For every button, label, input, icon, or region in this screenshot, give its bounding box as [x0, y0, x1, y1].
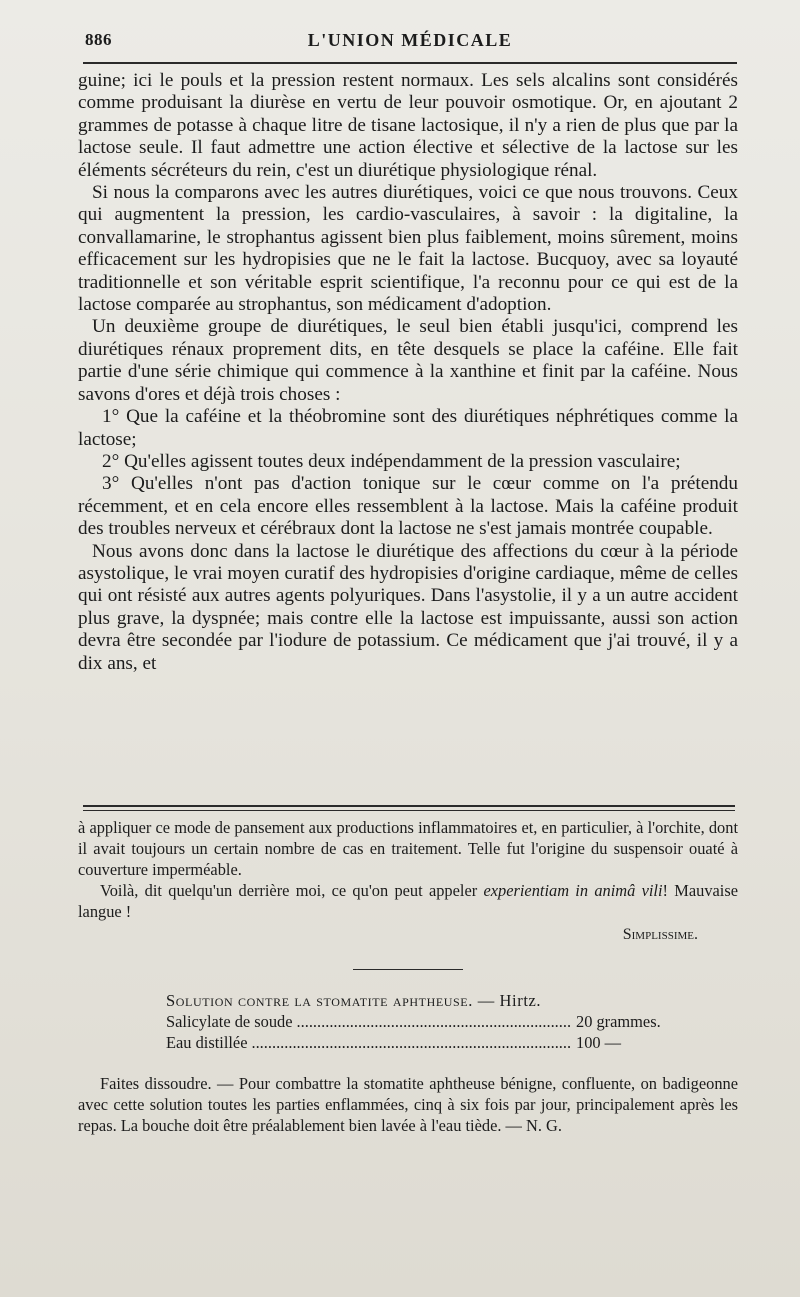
page-number: 886 — [85, 30, 112, 49]
ingredient-row — [166, 1011, 696, 1032]
recipe-instructions: Faites dissoudre. — Pour combattre la stomatite aphtheuse bénigne, confluente, on badigeonne avec cette solution toutes les parties enflammées, cinq à six fois par jour, principalement après les repas. La bouche doit être préalablement bien lavée à l'eau tiède. — N. G. — [78, 1074, 738, 1135]
footnote-text-start: Voilà, dit quelqu'un derrière moi, ce qu'on peut appeler — [100, 881, 484, 900]
footnote-paragraph-1: à appliquer ce mode de pansement aux productions inflammatoires et, en particulier, à l'orchite, dont il avait toujours un certain nombre de cas en traitement. Telle fut l'origine du suspensoir ouaté à couverture imperméable. — [78, 818, 738, 879]
footnote-section — [78, 817, 738, 1136]
header-rule — [83, 62, 737, 64]
footnote-text-end: ! Mauvaise langue ! — [78, 881, 739, 921]
ingredient-quantity: 20 grammes. — [576, 1012, 661, 1031]
dot-leader — [251, 1032, 572, 1053]
paragraph-7: Nous avons donc dans la lactose le diurétique des affections du cœur à la période asystolique, le vrai moyen curatif des hydropisies d'origine cardiaque, même de celles qui ont résisté aux autres agents polyuriques. Dans l'asystolie, il y a un autre accident plus grave, la dyspnée; mais contre elle la lactose est impuissante, aussi son action devra être secondée par l'iodure de potassium. Ce médicament que j'ai trouvé, il y a dix ans, et — [78, 540, 738, 674]
recipe-title-text: Solution contre la stomatite aphtheuse. — [166, 991, 473, 1010]
page-header — [85, 30, 735, 60]
footnote-rule — [83, 805, 735, 811]
main-text — [78, 70, 738, 675]
ingredient-name: Eau distillée — [166, 1033, 248, 1052]
recipe-author: — Hirtz. — [472, 991, 542, 1010]
dot-leader — [297, 1011, 572, 1032]
list-item-3: 3° Qu'elles n'ont pas d'action tonique sur le cœur comme on l'a prétendu récemment, et en cela encore elles ressemblent à la lactose. Mais la caféine produit des troubles nerveux et cérébraux dont la lactose ne s'est jamais montrée coupable. — [78, 473, 738, 540]
paragraph-1: guine; ici le pouls et la pression restent normaux. Les sels alcalins sont considérés comme produisant la diurèse en vertu de leur pouvoir osmotique. Or, en ajoutant 2 grammes de potasse à chaque litre de tisane lactosique, il n'y a rien de plus que par la lactose seule. Il faut admettre une action élective et sélective de la lactose sur les éléments sécréteurs du rein, c'est un diurétique physiologique rénal. — [78, 70, 738, 181]
signature: Simplissime. — [622, 926, 698, 943]
paragraph-2: Si nous la comparons avec les autres diurétiques, voici ce que nous trouvons. Ceux qui augmentent la pression, les cardio-vasculaires, à savoir : la digitaline, la convallamarine, le strophantus agissent bien plus faiblement, moins sûrement, moins efficacement sur les hydropisies que ne le fait la lactose. Bucquoy, avec sa loyauté traditionnelle et son véritable esprit scientifique, l'a reconnu pour ce qui est de la lactose comparée au strophantus, son médicament d'adoption. — [78, 182, 738, 316]
running-title: L'UNION MÉDICALE — [307, 30, 513, 50]
spacer — [78, 1053, 738, 1073]
list-item-1: 1° Que la caféine et la théobromine sont des diurétiques néphrétiques comme la lactose; — [78, 406, 738, 450]
list-item-2: 2° Qu'elles agissent toutes deux indépendamment de la pression vasculaire; — [102, 450, 681, 472]
ingredient-quantity: 100 — — [576, 1033, 622, 1052]
ingredient-name: Salicylate de soude — [166, 1012, 293, 1031]
recipe-title — [166, 990, 738, 1011]
paragraph-3: Un deuxième groupe de diurétiques, le seul bien établi jusqu'ici, comprend les diurétiques rénaux proprement dits, en tête desquels se place la caféine. Elle fait partie d'une série chimique qui commence à la xanthine et finit par la caféine. Nous savons d'ores et déjà trois choses : — [78, 316, 738, 405]
latin-phrase: experientiam in animâ vili — [483, 881, 663, 900]
footnote-paragraph-2 — [78, 880, 738, 922]
separator-line — [353, 969, 463, 970]
ingredient-row — [166, 1032, 696, 1053]
